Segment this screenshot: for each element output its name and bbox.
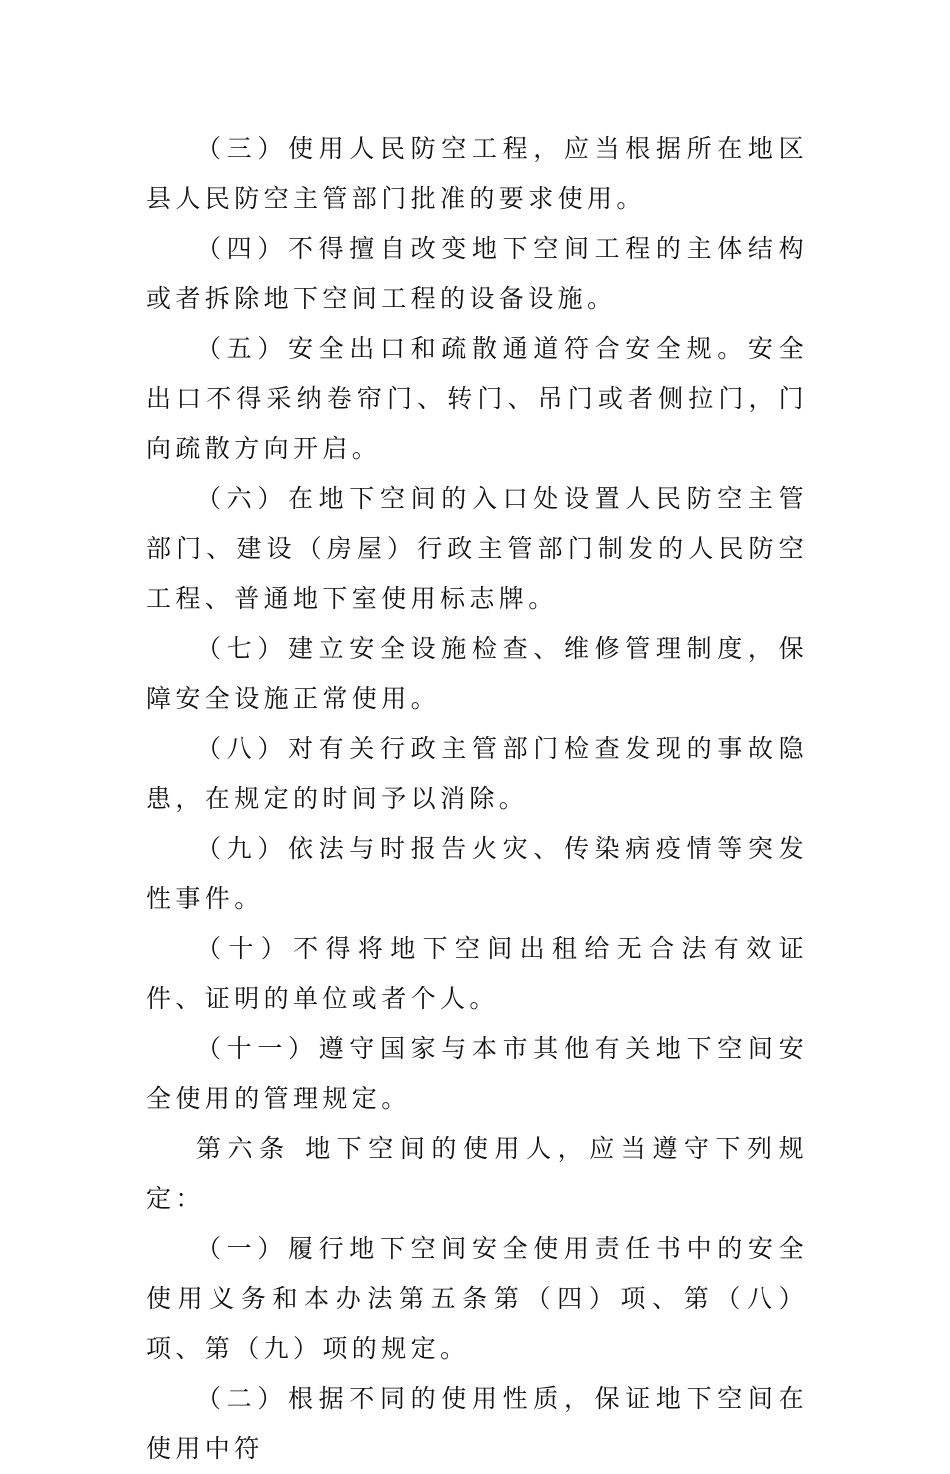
document-body bbox=[146, 124, 808, 1474]
paragraph-item-7: （七）建立安全设施检查、维修管理制度，保障安全设施正常使用。 bbox=[146, 634, 808, 713]
paragraph-item-4: （四）不得擅自改变地下空间工程的主体结构或者拆除地下空间工程的设备设施。 bbox=[146, 234, 808, 313]
paragraph-item-11: （十一）遵守国家与本市其他有关地下空间安全使用的管理规定。 bbox=[146, 1034, 808, 1113]
paragraph-item-9: （九）依法与时报告火灾、传染病疫情等突发性事件。 bbox=[146, 834, 808, 913]
article-6-item-1: （一）履行地下空间安全使用责任书中的安全使用义务和本办法第五条第（四）项、第（八）项、第（九）项的规定。 bbox=[146, 1234, 808, 1363]
article-6-heading: 第六条 地下空间的使用人，应当遵守下列规定： bbox=[146, 1134, 808, 1213]
paragraph-item-8: （八）对有关行政主管部门检查发现的事故隐患，在规定的时间予以消除。 bbox=[146, 734, 808, 813]
paragraph-item-5: （五）安全出口和疏散通道符合安全规。安全出口不得采纳卷帘门、转门、吊门或者侧拉门，门向疏散方向开启。 bbox=[146, 334, 808, 463]
article-6-item-2: （二）根据不同的使用性质，保证地下空间在使用中符 bbox=[146, 1384, 808, 1463]
paragraph-item-6: （六）在地下空间的入口处设置人民防空主管部门、建设（房屋）行政主管部门制发的人民防空工程、普通地下室使用标志牌。 bbox=[146, 484, 808, 613]
paragraph-item-10: （十）不得将地下空间出租给无合法有效证件、证明的单位或者个人。 bbox=[146, 934, 808, 1013]
paragraph-item-3: （三）使用人民防空工程，应当根据所在地区县人民防空主管部门批准的要求使用。 bbox=[146, 134, 808, 213]
